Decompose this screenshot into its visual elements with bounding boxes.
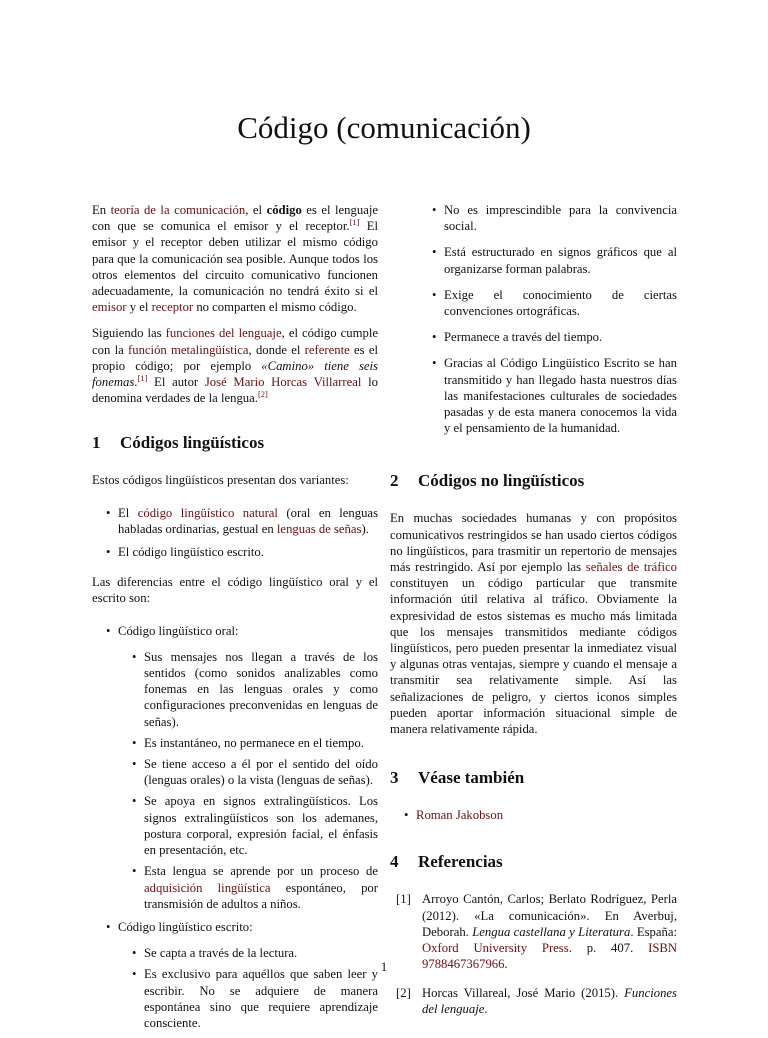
section-title: Véase también — [418, 768, 525, 788]
list-item: • No es imprescindible para la convivencia social. — [444, 202, 677, 234]
text: . p. 407. — [568, 941, 649, 956]
right-column — [390, 202, 677, 1029]
section-title: Códigos lingüísticos — [120, 433, 265, 453]
section-number: 2 — [390, 471, 399, 491]
section-number: 1 — [92, 433, 101, 453]
list-item: • Permanece a través del tiempo. — [444, 329, 677, 345]
list-item: • Se capta a través de la lectura. — [144, 945, 378, 961]
variants-list — [92, 505, 378, 561]
list-item: • Se apoya en signos extralingüísticos. Los signos extralingüísticos son los ademanes, postura corporal, expresión facial, el énfasis en presentación, etc. — [144, 793, 378, 858]
list-item: • Se tiene acceso a él por el sentido del oído (lenguas orales) o la vista (lenguas de señas). — [144, 756, 378, 788]
link-jose-mario-horcas[interactable]: José Mario Horcas Villarreal — [204, 375, 362, 390]
link-receptor[interactable]: receptor — [151, 300, 194, 315]
list-item: • El código lingüístico escrito. — [118, 544, 378, 560]
section-2-paragraph — [390, 510, 677, 737]
link-roman-jakobson[interactable]: Roman Jakobson — [416, 808, 504, 823]
page-number: 1 — [380, 960, 388, 974]
list-label: Código lingüístico oral: — [118, 623, 239, 638]
text: , el — [245, 203, 267, 217]
section-1-paragraph-2: Las diferencias entre el código lingüístico oral y el escrito son: — [92, 575, 378, 606]
left-column — [92, 202, 378, 1038]
text: y el — [126, 300, 152, 315]
list-item — [144, 863, 378, 912]
link-lenguas-senas[interactable]: lenguas de señas — [276, 521, 362, 536]
text: lo denomina verdades de la lengua. — [92, 375, 379, 406]
list-item — [416, 807, 677, 823]
list-label: Código lingüístico escrito: — [118, 919, 253, 934]
text: no comparten el mismo código. — [193, 300, 357, 315]
link-funciones-lenguaje[interactable]: funciones del lenguaje — [165, 326, 282, 341]
link-referente[interactable]: referente — [304, 342, 350, 357]
link-adquisicion-linguistica[interactable]: adquisición lingüística — [144, 880, 271, 895]
text: es el propio código; por ejemplo — [92, 342, 378, 373]
page-title: Código (comunicación) — [237, 110, 531, 145]
book-title: Funciones del lenguaje — [422, 985, 677, 1016]
intro-paragraph-2 — [92, 325, 378, 406]
list-item: • Es instantáneo, no permanece en el tiempo. — [144, 735, 378, 751]
text: El autor — [147, 375, 205, 390]
section-heading-4 — [390, 851, 677, 873]
text: constituyen un código particular que transmite información útil relativa al tráfico. Obviamente la expresividad de estos sistemas es mucho más limitada que los mensajes transmitidos mediante códigos lingüísticos, pero pueden presentar la inmediatez visual y algunas otras ventajas, siempre y cuando el mensaje a transmitir sea relativamente simple. Así las señalizaciones de peligro, y ciertos iconos simples pueden aportar información situacional simple de manera relativamente rápida. — [390, 576, 677, 737]
link-oxford-press[interactable]: Oxford University Press — [422, 941, 569, 956]
list-item: • Sus mensajes nos llegan a través de los sentidos (como sonidos analizables como fonemas en las lenguas orales y como configuraciones preconvenidas en lenguas de señas). — [144, 649, 378, 730]
text: . — [484, 1001, 488, 1016]
example-italic: «Camino» tiene seis fonemas — [92, 358, 378, 390]
text: Horcas Villareal, José Mario (2015). — [422, 985, 625, 1000]
see-also-list — [390, 807, 677, 823]
list-item: • Está estructurado en signos gráficos que al organizarse forman palabras. — [444, 244, 677, 276]
text: En — [92, 203, 111, 217]
list-item: • Exige el conocimiento de ciertas convenciones ortográficas. — [444, 287, 677, 319]
list-item-escrito — [118, 919, 378, 1031]
link-senales-trafico[interactable]: señales de tráfico — [585, 560, 677, 575]
section-title: Referencias — [418, 852, 503, 872]
link-isbn[interactable]: ISBN 9788467367966 — [422, 941, 678, 972]
text: ). — [361, 521, 369, 536]
section-heading-3 — [390, 767, 677, 789]
book-title: Lengua castellana y Literatura — [472, 924, 631, 939]
reference-number: [1] — [396, 892, 411, 907]
citation-2[interactable]: [2] — [257, 389, 268, 400]
text: . España: — [630, 924, 678, 939]
link-funcion-metalinguistica[interactable]: función metalingüística — [128, 342, 249, 357]
link-emisor[interactable]: emisor — [92, 300, 127, 315]
text: Esta lengua se aprende por un proceso de — [144, 864, 378, 879]
link-codigo-natural[interactable]: código lingüístico natural — [137, 505, 278, 520]
section-number: 4 — [390, 852, 399, 872]
section-title: Códigos no lingüísticos — [418, 471, 585, 491]
citation-1[interactable]: [1] — [349, 217, 360, 228]
text: Arroyo Cantón, Carlos; Berlato Rodríguez, Perla (2012). «La comunicación». En Averbuj, Deborah. — [422, 892, 677, 939]
section-heading-2 — [390, 470, 677, 492]
text: El emisor y el receptor deben utilizar el mismo código para que la comunicación sea posible. Aunque todos los otros elementos del circuito comunicativo funcionen adecuadamente, la comunicación no tendrá éxito si el — [92, 219, 378, 299]
bold-term-codigo: código — [266, 203, 302, 217]
text: , el código cumple con la — [92, 326, 378, 357]
written-sublist-continued — [390, 202, 677, 436]
text: espontáneo, por transmisión de adultos a niños. — [144, 880, 378, 911]
reference-number: [2] — [396, 985, 411, 1000]
list-item — [118, 505, 378, 537]
section-1-paragraph-1: Estos códigos lingüísticos presentan dos variantes: — [92, 473, 349, 488]
list-item-oral — [118, 623, 378, 912]
intro-paragraph-1 — [92, 202, 378, 315]
text: El — [118, 505, 138, 520]
text: es el lenguaje con que se comunica el emisor y el receptor. — [92, 203, 378, 234]
text: (oral en lenguas habladas ordinarias, gestual en — [118, 505, 379, 536]
text: . — [134, 375, 138, 390]
reference-2 — [390, 985, 677, 1017]
citation-1[interactable]: [1] — [137, 373, 148, 384]
link-teoria-comunicacion[interactable]: teoría de la comunicación — [110, 203, 246, 217]
written-sublist — [118, 945, 378, 1031]
list-item: • Gracias al Código Lingüístico Escrito se han transmitido y han llegado hasta nuestros días las manifestaciones culturales de sociedades pasadas y de esta manera conocemos la vida y el pensamiento de la humanidad. — [444, 355, 677, 436]
text: En muchas sociedades humanas y con propósitos comunicativos restringidos se han usado ciertos códigos no lingüísticos, para trasmitir un repertorio de mensajes más restringido. Así por ejemplo las — [390, 511, 677, 575]
section-number: 3 — [390, 768, 399, 788]
list-item: • Es exclusivo para aquéllos que saben leer y escribir. No se adquiere de manera espontánea sino que requiere aprendizaje consciente. — [144, 966, 378, 1031]
text: Siguiendo las — [92, 326, 166, 341]
text: , donde el — [248, 342, 305, 357]
section-heading-1 — [92, 432, 378, 454]
oral-sublist — [118, 649, 378, 912]
text: . — [504, 957, 508, 972]
